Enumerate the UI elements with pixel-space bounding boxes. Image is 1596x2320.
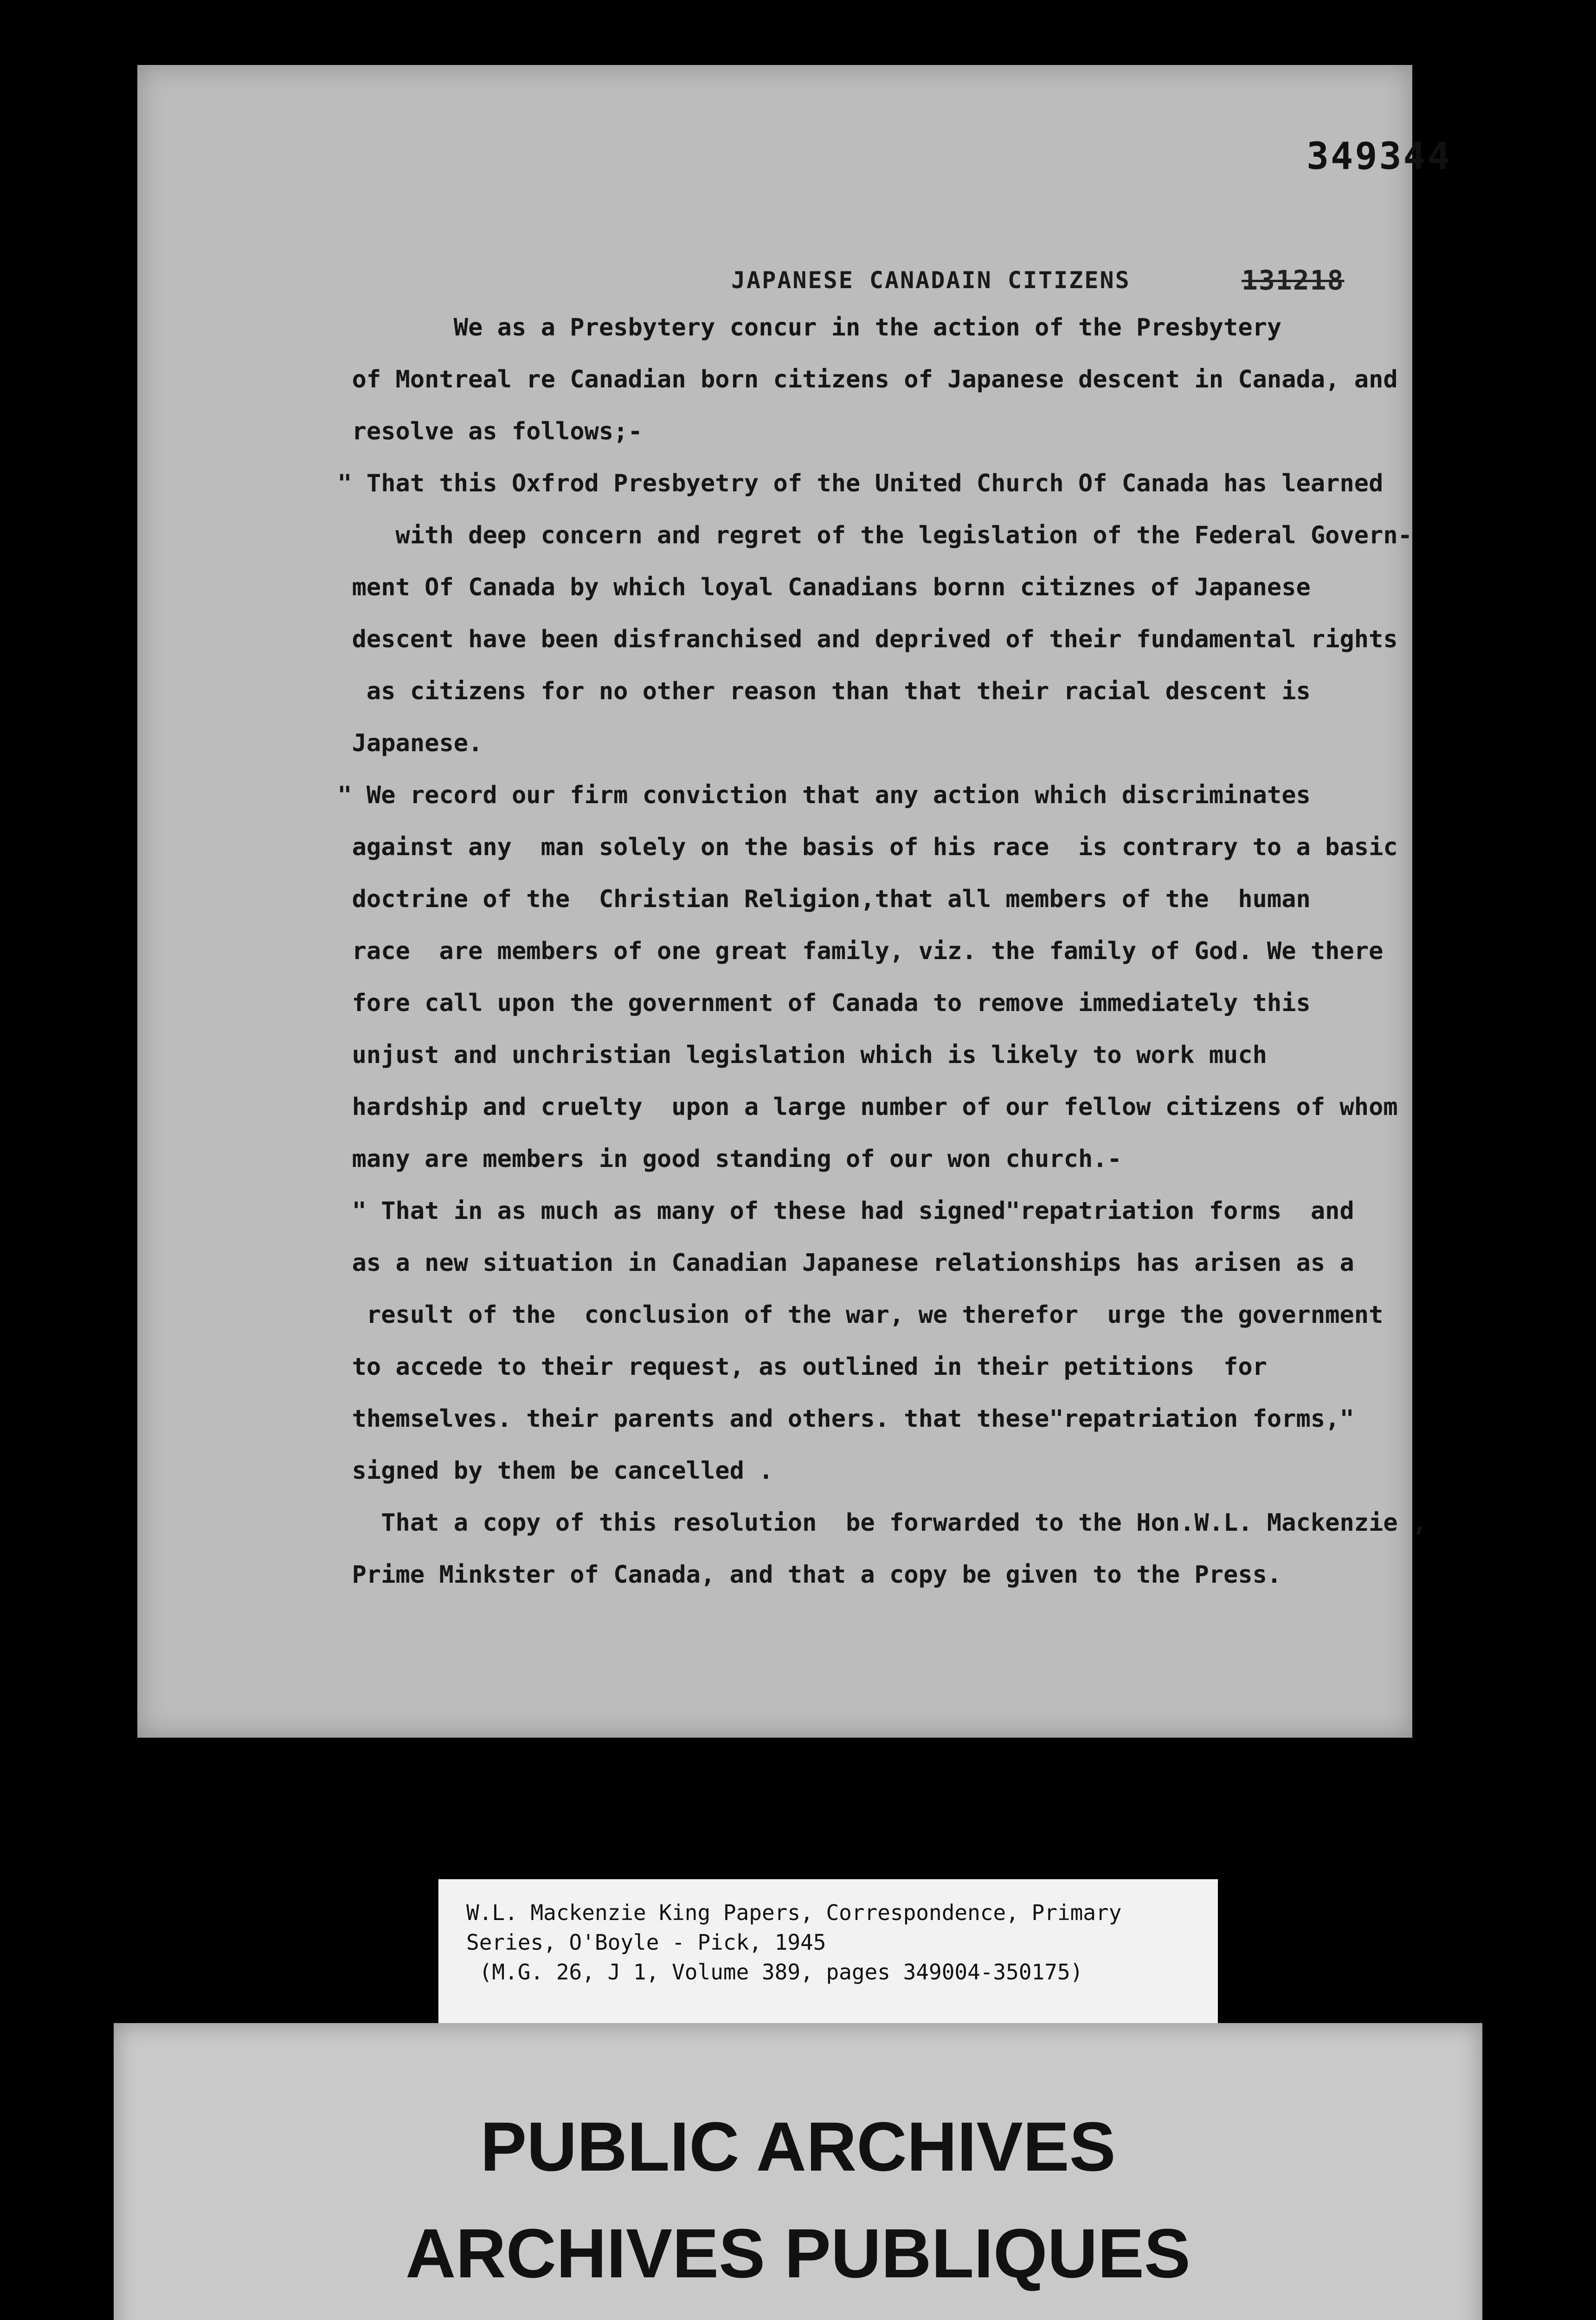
- archives-banner: [114, 2023, 1482, 2320]
- body-line: race are members of one great family, viz. the family of God. We there: [323, 937, 1384, 965]
- body-line: with deep concern and regret of the legislation of the Federal Govern-: [323, 522, 1412, 549]
- body-line: signed by them be cancelled .: [323, 1457, 773, 1485]
- crossed-out-number: 131218: [1242, 264, 1345, 296]
- body-line: Prime Minkster of Canada, and that a copy be given to the Press.: [323, 1561, 1282, 1589]
- body-line: " That this Oxfrod Presbyetry of the United Church Of Canada has learned: [323, 470, 1384, 497]
- body-line: That a copy of this resolution be forwarded to the Hon.W.L. Mackenzie ,: [323, 1509, 1427, 1537]
- body-line: many are members in good standing of our won church.-: [323, 1145, 1122, 1173]
- body-line: Japanese.: [323, 729, 483, 757]
- body-line: result of the conclusion of the war, we therefor urge the government: [323, 1301, 1384, 1329]
- body-line: fore call upon the government of Canada to remove immediately this: [323, 989, 1311, 1017]
- body-line: of Montreal re Canadian born citizens of Japanese descent in Canada, and: [323, 366, 1398, 393]
- body-line: ment Of Canada by which loyal Canadians bornn citiznes of Japanese: [323, 574, 1311, 601]
- banner-line-french: ARCHIVES PUBLIQUES: [405, 2214, 1191, 2292]
- body-line: against any man solely on the basis of his race is contrary to a basic: [323, 833, 1398, 861]
- archive-citation-label: [438, 1879, 1218, 2032]
- document-body: [323, 302, 1511, 1601]
- body-line: We as a Presbytery concur in the action of the Presbytery: [323, 314, 1282, 342]
- body-line: unjust and unchristian legislation which is likely to work much: [323, 1041, 1267, 1069]
- body-line: themselves. their parents and others. that these"repatriation forms,": [323, 1405, 1354, 1433]
- body-line: as citizens for no other reason than that their racial descent is: [323, 677, 1311, 705]
- body-line: doctrine of the Christian Religion,that all members of the human: [323, 885, 1311, 913]
- banner-line-english: PUBLIC ARCHIVES: [480, 2107, 1116, 2185]
- document-title: JAPANESE CANADAIN CITIZENS: [731, 267, 1131, 294]
- body-line: " That in as much as many of these had signed"repatriation forms and: [323, 1197, 1354, 1225]
- body-line: as a new situation in Canadian Japanese relationships has arisen as a: [323, 1249, 1354, 1277]
- body-line: descent have been disfranchised and deprived of their fundamental rights: [323, 625, 1398, 653]
- citation-line: W.L. Mackenzie King Papers, Correspondence, Primary: [466, 1900, 1122, 1925]
- archive-stamp-number: 349344: [1306, 135, 1452, 178]
- body-line: to accede to their request, as outlined in their petitions for: [323, 1353, 1267, 1381]
- body-line: " We record our firm conviction that any action which discriminates: [323, 781, 1311, 809]
- body-line: hardship and cruelty upon a large number of our fellow citizens of whom: [323, 1093, 1398, 1121]
- body-line: resolve as follows;-: [323, 418, 643, 445]
- citation-line: Series, O'Boyle - Pick, 1945: [466, 1930, 826, 1955]
- citation-line: (M.G. 26, J 1, Volume 389, pages 349004-350175): [466, 1959, 1083, 1985]
- document-page: [137, 65, 1452, 1738]
